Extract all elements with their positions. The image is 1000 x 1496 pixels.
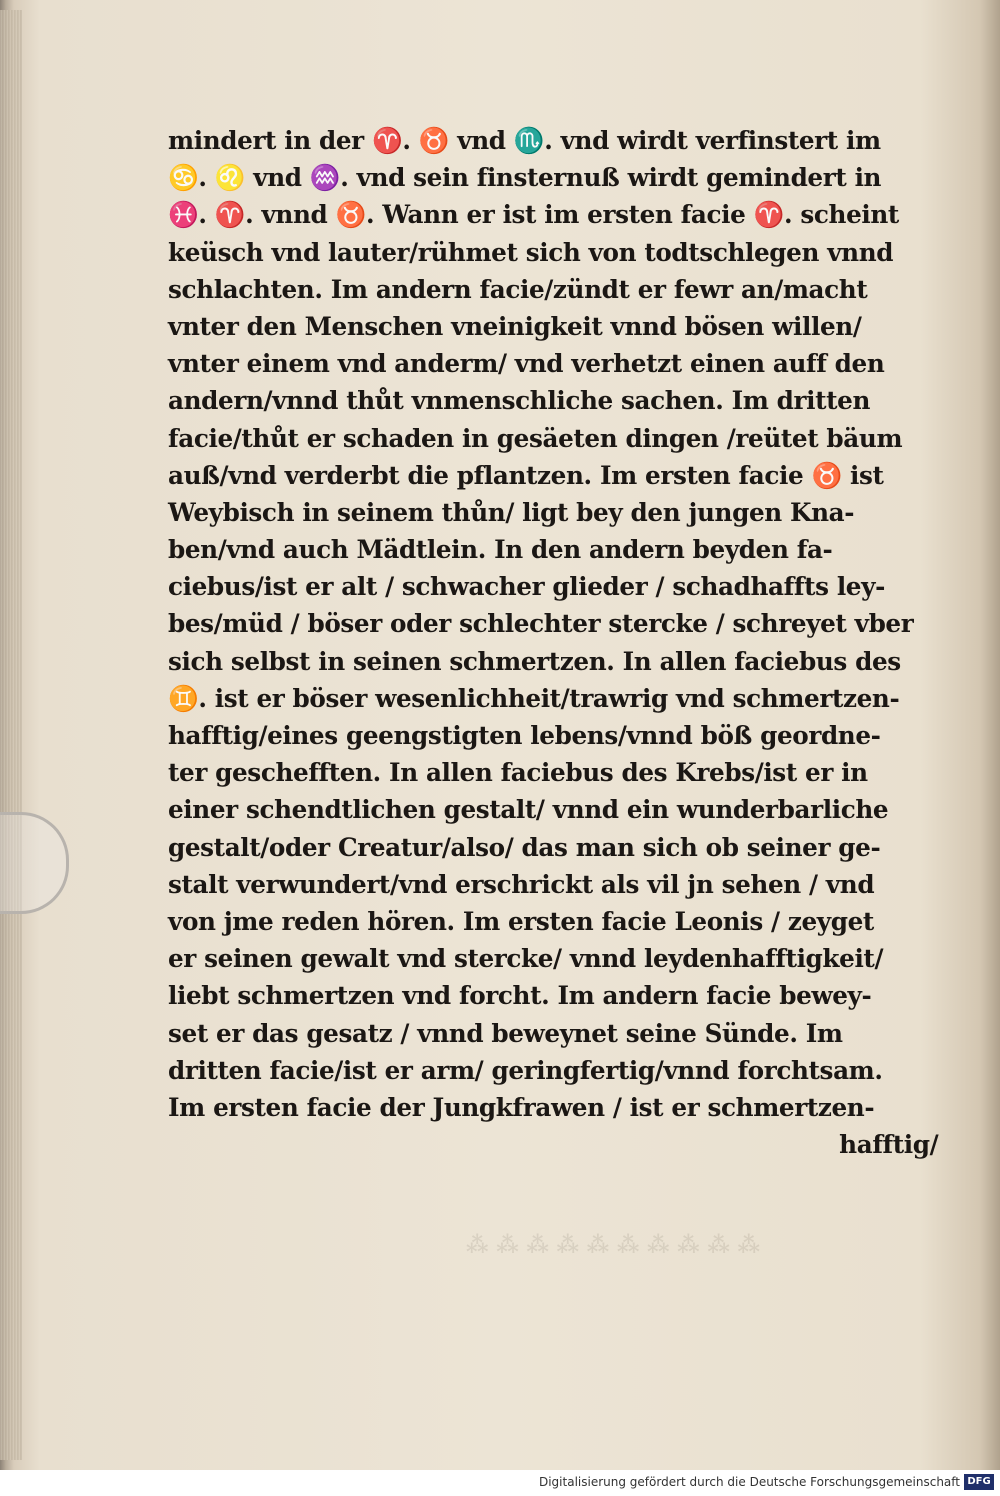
text-line: ben/vnd auch Mädtlein. In den andern beyden fa- xyxy=(168,535,833,565)
funding-credit: Digitalisierung gefördert durch die Deutsche Forschungsgemeinschaft xyxy=(538,1475,960,1489)
text-line: Im ersten facie der Jungkfrawen / ist er schmertzen- xyxy=(168,1092,875,1122)
page-edge-stack xyxy=(0,10,22,1460)
text-line: ♋. ♌ vnd ♒. vnd sein finsternuß wirdt gemindert in xyxy=(168,163,882,193)
text-line: facie/thůt er schaden in gesäeten dingen /reütet bäum xyxy=(168,423,903,453)
text-line: auß/vnd verderbt die pflantzen. Im ersten facie ♉ ist xyxy=(168,460,884,490)
text-line: sich selbst in seinen schmertzen. In allen faciebus des xyxy=(168,646,901,676)
text-line: dritten facie/ist er arm/ geringfertig/vnnd forchtsam. xyxy=(168,1055,883,1085)
text-line: liebt schmertzen vnd forcht. Im andern facie bewey- xyxy=(168,981,872,1011)
text-line: er seinen gewalt vnd stercke/ vnnd leydenhafftigkeit/ xyxy=(168,944,884,974)
show-through-bleed: ⁂ ⁂ ⁂ ⁂ ⁂ ⁂ ⁂ ⁂ ⁂ ⁂ xyxy=(466,1232,760,1258)
text-line: gestalt/oder Creatur/also/ das man sich ob seiner ge- xyxy=(168,832,881,862)
text-line: ter geschefften. In allen faciebus des Krebs/ist er in xyxy=(168,758,868,788)
footer-bar xyxy=(0,1470,1000,1496)
text-line: vnter einem vnd anderm/ vnd verhetzt einen auff den xyxy=(168,349,885,379)
text-line: schlachten. Im andern facie/zündt er fewr an/macht xyxy=(168,274,868,304)
text-line: ♓. ♈. vnnd ♉. Wann er ist im ersten facie ♈. scheint xyxy=(168,200,899,230)
text-block xyxy=(168,122,968,1163)
text-line: hafftig/eines geengstigten lebens/vnnd böß geordne- xyxy=(168,721,881,750)
text-line: ♊. ist er böser wesenlichheit/trawrig vnd schmertzen- xyxy=(168,683,900,713)
catchword: hafftig/ xyxy=(839,1130,939,1160)
text-line: andern/vnnd thůt vnmenschliche sachen. Im dritten xyxy=(168,386,871,416)
text-line: von jme reden hören. Im ersten facie Leonis / zeyget xyxy=(168,906,874,936)
dfg-logo: DFG xyxy=(964,1474,994,1490)
text-line: einer schendtlichen gestalt/ vnnd ein wunderbarliche xyxy=(168,795,889,825)
text-line: Weybisch in seinem thůn/ ligt bey den jungen Kna- xyxy=(168,497,855,527)
text-line: vnter den Menschen vneinigkeit vnnd bösen willen/ xyxy=(168,311,862,341)
text-line: stalt verwundert/vnd erschrickt als vil jn sehen / vnd xyxy=(168,869,875,899)
book-clip xyxy=(0,812,69,914)
text-line: mindert in der ♈. ♉ vnd ♏. vnd wirdt verfinstert im xyxy=(168,126,881,155)
text-line: bes/müd / böser oder schlechter stercke / schreyet vber xyxy=(168,609,914,639)
text-line: ciebus/ist er alt / schwacher glieder / schadhaffts ley- xyxy=(168,572,885,602)
text-line: keüsch vnd lauter/rühmet sich von todtschlegen vnnd xyxy=(168,237,894,267)
text-line: set er das gesatz / vnnd beweynet seine Sünde. Im xyxy=(168,1018,843,1048)
